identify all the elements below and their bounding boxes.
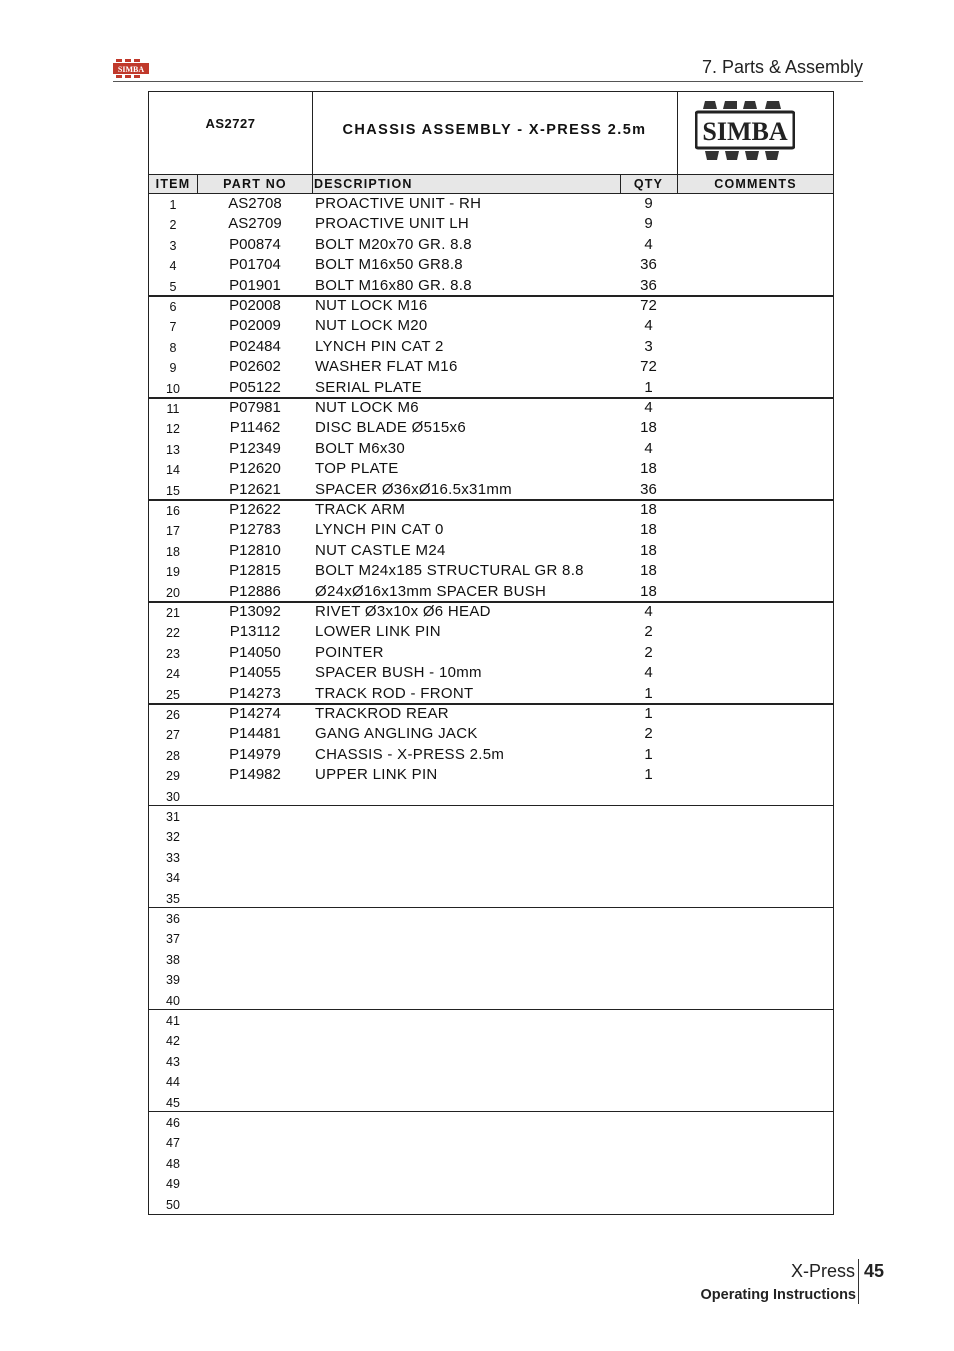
row-item-number: 23 (166, 646, 180, 661)
row-description: SPACER BUSH - 10mm (315, 664, 482, 682)
row-quantity: 2 (644, 725, 653, 743)
header-rule (113, 81, 863, 82)
row-item-number: 24 (166, 667, 180, 682)
row-part-number: P14982 (229, 766, 281, 784)
row-item-number: 34 (166, 871, 180, 886)
col-divider-logo (677, 92, 678, 193)
row-part-number: P12621 (229, 480, 281, 498)
row-quantity: 18 (640, 541, 657, 559)
row-part-number: P12349 (229, 439, 281, 457)
row-description: BOLT M24x185 STRUCTURAL GR 8.8 (315, 562, 584, 580)
col-divider-item (197, 174, 198, 193)
row-item-number: 41 (166, 1014, 180, 1028)
row-description: BOLT M16x50 GR8.8 (315, 256, 463, 274)
header-rule-top (149, 174, 833, 175)
row-quantity: 4 (644, 439, 653, 457)
simba-logo (695, 99, 795, 165)
row-part-number: P02602 (229, 358, 281, 376)
row-item-number: 38 (166, 952, 180, 967)
row-item-number: 28 (166, 748, 180, 763)
row-quantity: 18 (640, 521, 657, 539)
row-item-number: 14 (166, 463, 180, 478)
row-quantity: 1 (644, 705, 653, 722)
svg-text:SIMBA: SIMBA (702, 117, 788, 146)
row-description: RIVET Ø3x10x Ø6 HEAD (315, 603, 491, 620)
group-rule (149, 1111, 833, 1112)
row-item-number: 37 (166, 932, 180, 947)
row-description: BOLT M6x30 (315, 439, 405, 457)
row-quantity: 4 (644, 399, 653, 416)
row-part-number: P12886 (229, 582, 281, 600)
logo-box (678, 92, 833, 174)
row-description: PROACTIVE UNIT - RH (315, 195, 482, 212)
row-item-number: 2 (169, 218, 177, 233)
row-quantity: 18 (640, 562, 657, 580)
row-description: WASHER FLAT M16 (315, 358, 458, 376)
row-description: BOLT M20x70 GR. 8.8 (315, 235, 472, 253)
row-item-number: 47 (166, 1136, 180, 1151)
row-description: NUT CASTLE M24 (315, 541, 446, 559)
row-item-number: 27 (166, 728, 180, 743)
row-item-number: 7 (169, 320, 177, 335)
row-item-number: 36 (166, 912, 180, 926)
row-quantity: 18 (640, 582, 657, 600)
header-rule-bottom (149, 193, 833, 194)
row-part-number: P13092 (229, 603, 281, 620)
row-description: NUT LOCK M20 (315, 317, 428, 335)
row-item-number: 46 (166, 1116, 180, 1130)
row-item-number: 33 (166, 850, 180, 865)
row-item-number: 3 (169, 238, 177, 253)
row-item-number: 30 (166, 789, 180, 804)
col-item-header: ITEM (155, 177, 191, 191)
row-quantity: 36 (640, 480, 657, 498)
row-item-number: 6 (169, 300, 177, 314)
row-item-number: 18 (166, 544, 180, 559)
col-qty-header: QTY (633, 177, 664, 191)
row-description: TRACK ROD - FRONT (315, 684, 474, 702)
svg-text:SIMBA: SIMBA (117, 65, 145, 74)
row-quantity: 1 (644, 684, 653, 702)
row-item-number: 12 (166, 422, 180, 437)
row-part-number: P02484 (229, 337, 281, 355)
section-title: 7. Parts & Assembly (701, 57, 863, 77)
row-part-number: P12810 (229, 541, 281, 559)
row-part-number: P14055 (229, 664, 281, 682)
row-item-number: 15 (166, 483, 180, 498)
group-rule (149, 907, 833, 908)
group-rule (149, 1009, 833, 1010)
col-divider-title (312, 92, 313, 193)
row-quantity: 72 (640, 358, 657, 376)
row-item-number: 40 (166, 993, 180, 1008)
row-part-number: P11462 (229, 419, 281, 437)
row-part-number: P14481 (229, 725, 281, 743)
row-item-number: 39 (166, 973, 180, 988)
row-part-number: P07981 (229, 399, 281, 416)
col-part-no-header: PART NO (223, 177, 287, 191)
row-item-number: 35 (166, 891, 180, 906)
row-part-number: P02008 (229, 297, 281, 314)
row-item-number: 49 (166, 1177, 180, 1192)
row-item-number: 16 (166, 504, 180, 518)
row-description: DISC BLADE Ø515x6 (315, 419, 466, 437)
row-quantity: 18 (640, 460, 657, 478)
row-description: LYNCH PIN CAT 0 (315, 521, 444, 539)
row-part-number: AS2708 (228, 195, 282, 212)
page-number: 45 (864, 1261, 885, 1281)
row-quantity: 18 (640, 501, 657, 518)
row-part-number: AS2709 (228, 215, 282, 233)
row-item-number: 9 (169, 361, 177, 376)
row-quantity: 2 (644, 623, 653, 641)
row-description: CHASSIS - X-PRESS 2.5m (315, 745, 505, 763)
row-part-number: P14274 (229, 705, 281, 722)
product-name: X-Press (790, 1261, 855, 1281)
row-item-number: 4 (169, 259, 177, 274)
row-part-number: P12815 (229, 562, 281, 580)
row-description: TOP PLATE (315, 460, 399, 478)
row-item-number: 11 (166, 402, 180, 416)
row-description: POINTER (315, 643, 384, 661)
row-quantity: 36 (640, 276, 657, 294)
footer-divider (858, 1259, 859, 1304)
row-quantity: 1 (644, 745, 653, 763)
row-part-number: P01901 (229, 276, 281, 294)
row-part-number: P14050 (229, 643, 281, 661)
row-description: TRACKROD REAR (315, 705, 449, 722)
row-description: PROACTIVE UNIT LH (315, 215, 470, 233)
row-item-number: 10 (166, 381, 180, 396)
row-description: TRACK ARM (315, 501, 406, 518)
row-item-number: 50 (166, 1197, 180, 1212)
row-quantity: 4 (644, 235, 653, 253)
row-item-number: 17 (166, 524, 180, 539)
row-quantity: 1 (644, 378, 653, 396)
row-quantity: 4 (644, 317, 653, 335)
row-item-number: 26 (166, 708, 180, 722)
row-quantity: 4 (644, 603, 653, 620)
row-item-number: 44 (166, 1075, 180, 1090)
col-divider-qty (620, 174, 621, 193)
row-description: SPACER Ø36xØ16.5x31mm (315, 480, 512, 498)
row-item-number: 19 (166, 565, 180, 580)
row-description: LOWER LINK PIN (315, 623, 441, 641)
row-item-number: 20 (166, 585, 180, 600)
row-quantity: 18 (640, 419, 657, 437)
col-comments-header: COMMENTS (714, 177, 797, 191)
row-item-number: 29 (166, 769, 180, 784)
row-description: LYNCH PIN CAT 2 (315, 337, 444, 355)
row-part-number: P12622 (229, 501, 281, 518)
row-item-number: 32 (166, 830, 180, 845)
footer-subtitle: Operating Instructions (700, 1287, 856, 1303)
row-quantity: 4 (644, 664, 653, 682)
row-item-number: 42 (166, 1034, 180, 1049)
row-item-number: 25 (166, 687, 180, 702)
row-item-number: 1 (169, 198, 177, 212)
row-part-number: P12620 (229, 460, 281, 478)
row-description: BOLT M16x80 GR. 8.8 (315, 276, 472, 294)
row-part-number: P13112 (229, 623, 281, 641)
row-part-number: P01704 (229, 256, 281, 274)
row-part-number: P14979 (229, 745, 281, 763)
row-quantity: 9 (644, 195, 653, 212)
row-item-number: 8 (169, 340, 177, 355)
row-item-number: 5 (169, 279, 177, 294)
parts-list-table (148, 91, 834, 1215)
row-part-number: P00874 (229, 235, 281, 253)
row-quantity: 2 (644, 643, 653, 661)
row-item-number: 31 (166, 810, 180, 824)
row-item-number: 21 (166, 606, 180, 620)
row-description: GANG ANGLING JACK (315, 725, 478, 743)
row-description: UPPER LINK PIN (315, 766, 438, 784)
row-item-number: 22 (166, 626, 180, 641)
row-description: NUT LOCK M6 (315, 399, 419, 416)
row-item-number: 43 (166, 1054, 180, 1069)
col-description-header: DESCRIPTION (314, 177, 413, 191)
simba-brand-logo (113, 59, 149, 79)
row-part-number: P05122 (229, 378, 281, 396)
assembly-code: AS2727 (205, 116, 256, 131)
row-quantity: 36 (640, 256, 657, 274)
row-quantity: 1 (644, 766, 653, 784)
group-rule (149, 805, 833, 806)
row-quantity: 3 (644, 337, 653, 355)
row-item-number: 48 (166, 1156, 180, 1171)
assembly-title: CHASSIS ASSEMBLY - X-PRESS 2.5m (342, 122, 647, 138)
row-item-number: 13 (166, 442, 180, 457)
row-quantity: 9 (644, 215, 653, 233)
row-part-number: P14273 (229, 684, 281, 702)
row-description: Ø24xØ16x13mm SPACER BUSH (315, 582, 547, 600)
row-quantity: 72 (640, 297, 657, 314)
row-part-number: P12783 (229, 521, 281, 539)
row-description: SERIAL PLATE (315, 378, 422, 396)
row-description: NUT LOCK M16 (315, 297, 428, 314)
row-part-number: P02009 (229, 317, 281, 335)
row-item-number: 45 (166, 1095, 180, 1110)
